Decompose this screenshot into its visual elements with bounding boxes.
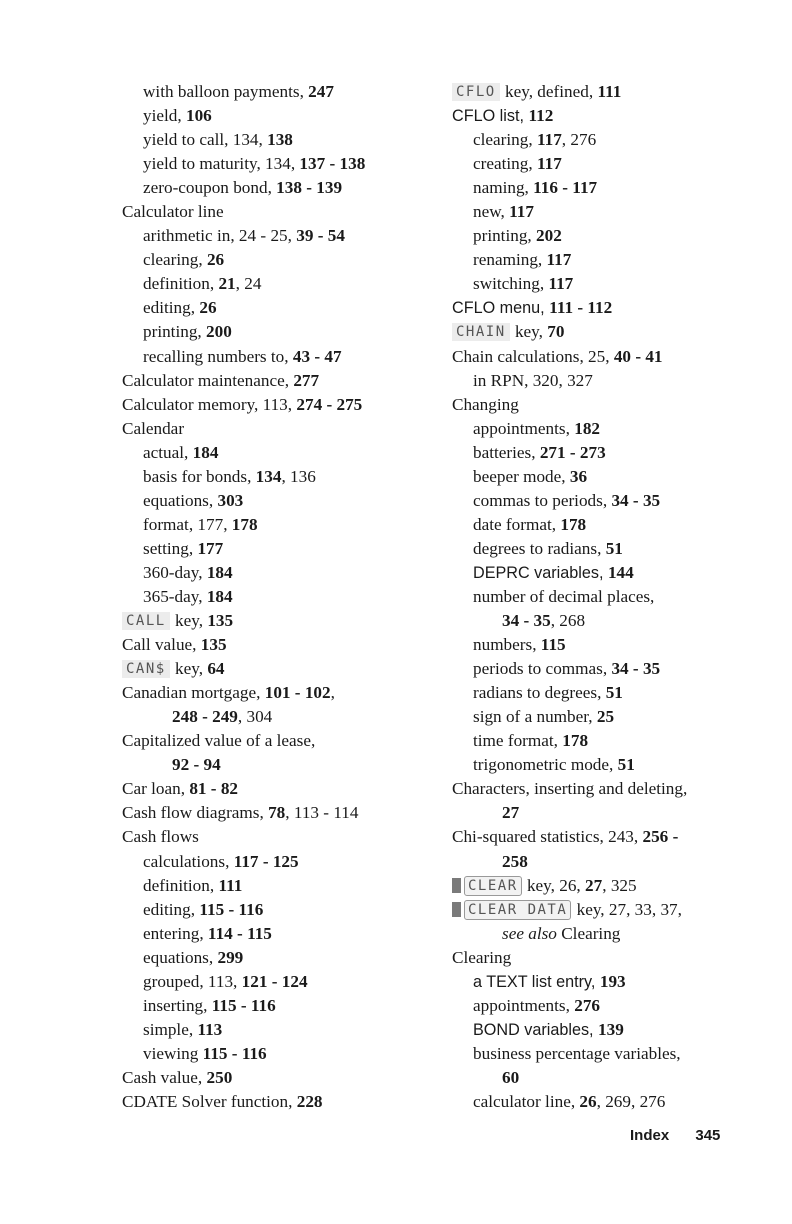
page-reference: 193 bbox=[599, 971, 626, 991]
entry-text: Chi-squared statistics, 243, bbox=[452, 827, 643, 847]
entry-text: key, bbox=[510, 322, 548, 342]
entry-text: printing, bbox=[473, 226, 537, 246]
index-subentry bbox=[452, 970, 772, 994]
index-subentry bbox=[122, 537, 442, 561]
shift-key-icon bbox=[452, 902, 461, 917]
page-reference: 248 - 249 bbox=[172, 707, 238, 727]
entry-text: Cash flows bbox=[122, 827, 199, 847]
entry-text: clearing, bbox=[473, 130, 537, 150]
page-reference: 177 bbox=[197, 538, 224, 558]
index-subentry bbox=[452, 441, 772, 465]
page-reference: 92 - 94 bbox=[172, 755, 221, 775]
entry-text: Calculator line bbox=[122, 202, 224, 222]
page-reference: 78 bbox=[268, 803, 286, 823]
page-reference: 258 bbox=[502, 851, 528, 871]
index-subentry bbox=[122, 585, 442, 609]
entry-text: CDATE Solver function, bbox=[122, 1091, 297, 1111]
index-entry bbox=[452, 825, 772, 849]
page-reference: 117 bbox=[509, 202, 534, 222]
page-reference: 184 bbox=[206, 562, 233, 582]
page-reference: 40 - 41 bbox=[613, 346, 663, 366]
index-subentry bbox=[122, 272, 442, 296]
index-subentry bbox=[452, 729, 772, 753]
index-entry bbox=[452, 104, 772, 128]
entry-text: Car loan, bbox=[122, 779, 190, 799]
index-subentry bbox=[452, 585, 772, 609]
page-reference: 101 - 102 bbox=[264, 683, 331, 703]
index-subentry bbox=[452, 1090, 772, 1114]
page-reference: 250 bbox=[206, 1067, 233, 1087]
entry-text: Canadian mortgage, bbox=[122, 683, 265, 703]
shift-key-icon bbox=[452, 878, 461, 893]
page-reference: 60 bbox=[502, 1067, 520, 1087]
index-subentry bbox=[122, 80, 442, 104]
index-subentry bbox=[452, 489, 772, 513]
entry-text: Changing bbox=[452, 394, 519, 414]
entry-text: Characters, inserting and deleting, bbox=[452, 779, 688, 799]
index-entry bbox=[122, 825, 442, 849]
entry-text: key, defined, bbox=[500, 82, 598, 101]
page-reference: 303 bbox=[217, 490, 244, 510]
index-subentry bbox=[122, 345, 442, 369]
page-reference: 26 bbox=[199, 298, 217, 318]
entry-text: number of decimal places, bbox=[473, 586, 655, 606]
entry-text: DEPRC variables, bbox=[473, 563, 608, 582]
index-subentry bbox=[122, 296, 442, 320]
entry-text: sign of a number, bbox=[473, 707, 597, 727]
index-subentry bbox=[452, 465, 772, 489]
entry-text: switching, bbox=[473, 274, 549, 294]
page-reference: 299 bbox=[217, 947, 244, 967]
index-entry bbox=[122, 417, 442, 441]
index-subentry bbox=[452, 200, 772, 224]
page-reference: 106 bbox=[185, 106, 212, 126]
index-subentry bbox=[122, 922, 442, 946]
page-reference: 111 - 112 bbox=[549, 298, 613, 318]
entry-text: Calculator memory, 113, bbox=[122, 394, 297, 414]
index-entry bbox=[452, 898, 772, 922]
index-subentry bbox=[122, 561, 442, 585]
index-subentry bbox=[452, 152, 772, 176]
index-subentry bbox=[452, 633, 772, 657]
entry-text: definition, bbox=[143, 274, 219, 294]
page-reference: 34 - 35 bbox=[502, 611, 551, 631]
page-reference: 202 bbox=[536, 226, 562, 246]
page-reference: 34 - 35 bbox=[611, 659, 661, 679]
page-reference: 111 bbox=[597, 82, 622, 101]
entry-text: , 268 bbox=[550, 611, 586, 631]
index-subentry bbox=[452, 1066, 772, 1090]
index-subentry bbox=[122, 248, 442, 272]
page-reference: 51 bbox=[605, 538, 623, 558]
index-subentry bbox=[122, 1018, 442, 1042]
entry-text: equations, bbox=[143, 947, 218, 967]
page-reference: 36 bbox=[569, 466, 588, 486]
entry-text: numbers, bbox=[473, 635, 541, 655]
page-reference: 117 - 125 bbox=[233, 851, 299, 871]
page-reference: 277 bbox=[293, 370, 320, 390]
entry-text: clearing, bbox=[143, 250, 207, 270]
index-subentry bbox=[122, 1042, 442, 1066]
index-subentry bbox=[122, 970, 442, 994]
page-reference: 137 - 138 bbox=[299, 154, 366, 174]
entry-text: periods to commas, bbox=[473, 659, 612, 679]
index-subentry bbox=[452, 537, 772, 561]
page-reference: 113 bbox=[197, 1019, 223, 1039]
index-entry bbox=[452, 345, 772, 369]
page-reference: 178 bbox=[560, 514, 587, 534]
page-reference: 274 - 275 bbox=[296, 394, 363, 414]
index-subentry bbox=[452, 176, 772, 200]
index-subentry bbox=[122, 898, 442, 922]
index-subentry bbox=[452, 369, 772, 393]
index-subentry bbox=[122, 152, 442, 176]
entry-text: key, 27, 33, 37, bbox=[572, 899, 682, 919]
page-reference: 51 bbox=[617, 755, 635, 775]
entry-text: editing, bbox=[143, 298, 200, 318]
entry-text: 360-day, bbox=[143, 562, 207, 582]
index-subentry bbox=[122, 753, 442, 777]
index-subentry bbox=[452, 417, 772, 441]
entry-text: commas to periods, bbox=[473, 490, 612, 510]
key-label: CHAIN bbox=[452, 323, 510, 341]
index-entry bbox=[122, 200, 442, 224]
page-reference: 117 bbox=[536, 130, 562, 150]
page-reference: 138 - 139 bbox=[276, 178, 343, 198]
page-reference: 114 - 115 bbox=[207, 923, 272, 943]
index-subentry bbox=[122, 224, 442, 248]
entry-text: date format, bbox=[473, 514, 561, 534]
key-label: CALL bbox=[122, 612, 170, 630]
index-subentry bbox=[122, 465, 442, 489]
index-entry bbox=[122, 369, 442, 393]
entry-text: actual, bbox=[143, 442, 193, 462]
index-entry bbox=[122, 1066, 442, 1090]
index-subentry bbox=[452, 994, 772, 1018]
index-subentry bbox=[452, 561, 772, 585]
entry-text: beeper mode, bbox=[473, 466, 570, 486]
index-subentry bbox=[122, 489, 442, 513]
index-subentry bbox=[122, 874, 442, 898]
page-reference: 115 - 116 bbox=[199, 899, 264, 919]
entry-text: yield to maturity, 134, bbox=[143, 154, 300, 174]
page-reference: 184 bbox=[192, 442, 219, 462]
entry-text: , 304 bbox=[237, 707, 273, 727]
entry-text: , 113 - 114 bbox=[285, 803, 359, 823]
entry-text: inserting, bbox=[143, 995, 212, 1015]
page-reference: 115 - 116 bbox=[202, 1043, 267, 1063]
index-entry bbox=[122, 777, 442, 801]
page-reference: 256 - bbox=[642, 827, 679, 847]
index-subentry bbox=[452, 922, 772, 946]
page-reference: 112 bbox=[528, 106, 554, 126]
index-entry bbox=[122, 681, 442, 705]
entry-text: recalling numbers to, bbox=[143, 346, 293, 366]
page-reference: 43 - 47 bbox=[292, 346, 342, 366]
entry-text: definition, bbox=[143, 875, 219, 895]
entry-text: BOND variables, bbox=[473, 1020, 599, 1039]
entry-text: , 325 bbox=[602, 875, 637, 895]
index-entry bbox=[452, 320, 772, 344]
page-reference: 247 bbox=[308, 82, 334, 101]
entry-text: calculator line, bbox=[473, 1091, 580, 1111]
entry-text: Calendar bbox=[122, 418, 185, 438]
page-reference: 51 bbox=[605, 683, 623, 703]
footer-section-label: Index bbox=[630, 1127, 670, 1144]
index-subentry bbox=[452, 609, 772, 633]
index-subentry bbox=[122, 946, 442, 970]
entry-text: renaming, bbox=[473, 250, 547, 270]
index-entry bbox=[452, 946, 772, 970]
entry-text: , 276 bbox=[561, 130, 597, 150]
entry-text: , 269, 276 bbox=[596, 1091, 666, 1111]
page-reference: 117 bbox=[548, 274, 574, 294]
entry-text: trigonometric mode, bbox=[473, 755, 618, 775]
key-label: CAN$ bbox=[122, 660, 170, 678]
entry-text: zero-coupon bond, bbox=[143, 178, 277, 198]
index-entry bbox=[122, 393, 442, 417]
key-label: CFLO bbox=[452, 83, 500, 101]
index-subentry bbox=[122, 705, 442, 729]
entry-text: printing, bbox=[143, 322, 207, 342]
entry-text: grouped, 113, bbox=[143, 971, 242, 991]
index-subentry bbox=[452, 248, 772, 272]
entry-text: CFLO menu, bbox=[452, 299, 550, 318]
page-reference: 178 bbox=[231, 514, 258, 534]
index-entry bbox=[122, 1090, 442, 1114]
page-reference: 34 - 35 bbox=[611, 490, 661, 510]
page-reference: 200 bbox=[206, 322, 232, 342]
index-subentry bbox=[452, 272, 772, 296]
page-reference: 26 bbox=[579, 1091, 597, 1111]
entry-text: appointments, bbox=[473, 418, 575, 438]
page-reference: 21 bbox=[218, 274, 236, 294]
page-reference: 64 bbox=[207, 659, 225, 679]
entry-text: time format, bbox=[473, 731, 563, 751]
entry-text: editing, bbox=[143, 899, 200, 919]
index-subentry bbox=[452, 1042, 772, 1066]
page-reference: 228 bbox=[296, 1091, 323, 1111]
entry-text: Clearing bbox=[556, 923, 621, 943]
page-reference: 182 bbox=[574, 418, 600, 438]
key-label: CLEAR bbox=[464, 876, 522, 896]
index-subentry bbox=[452, 801, 772, 825]
page-reference: 111 bbox=[218, 875, 243, 895]
index-subentry bbox=[122, 128, 442, 152]
index-entry bbox=[452, 874, 772, 898]
entry-text: yield to call, 134, bbox=[143, 130, 268, 150]
index-subentry bbox=[122, 104, 442, 128]
entry-text: CFLO list, bbox=[452, 107, 529, 126]
key-label: CLEAR DATA bbox=[464, 900, 571, 920]
index-entry bbox=[122, 609, 442, 633]
index-column-right bbox=[452, 80, 772, 1114]
page-reference: 178 bbox=[562, 731, 589, 751]
entry-text: radians to degrees, bbox=[473, 683, 606, 703]
page-reference: 121 - 124 bbox=[241, 971, 308, 991]
page-reference: 184 bbox=[206, 586, 233, 606]
entry-text: 365-day, bbox=[143, 586, 207, 606]
entry-text: creating, bbox=[473, 154, 537, 174]
entry-text: naming, bbox=[473, 178, 534, 198]
entry-text: new, bbox=[473, 202, 510, 222]
page-reference: 39 - 54 bbox=[296, 226, 345, 246]
entry-text: degrees to radians, bbox=[473, 538, 606, 558]
entry-text: business percentage variables, bbox=[473, 1043, 681, 1063]
entry-text: entering, bbox=[143, 923, 208, 943]
entry-text: Cash value, bbox=[122, 1067, 207, 1087]
index-subentry bbox=[452, 128, 772, 152]
page-reference: 134 bbox=[255, 466, 282, 486]
index-subentry bbox=[122, 441, 442, 465]
entry-text: , bbox=[330, 683, 335, 703]
entry-text: Clearing bbox=[452, 947, 512, 967]
page-reference: 271 - 273 bbox=[539, 442, 606, 462]
index-entry bbox=[122, 801, 442, 825]
page-reference: 115 bbox=[540, 635, 566, 655]
page-reference: 27 bbox=[585, 875, 603, 895]
index-entry bbox=[122, 729, 442, 753]
page-reference: 26 bbox=[206, 250, 225, 270]
index-entry bbox=[452, 777, 772, 801]
entry-text: arithmetic in, 24 - 25, bbox=[143, 226, 297, 246]
index-subentry bbox=[452, 753, 772, 777]
page-reference: 135 bbox=[200, 635, 227, 655]
page-reference: 27 bbox=[502, 803, 520, 823]
page-reference: 25 bbox=[596, 707, 615, 727]
page-reference: 116 - 117 bbox=[533, 178, 598, 198]
index-entry bbox=[122, 633, 442, 657]
index-subentry bbox=[122, 513, 442, 537]
page-reference: 115 - 116 bbox=[211, 995, 276, 1015]
entry-text: see also bbox=[502, 923, 557, 943]
index-subentry bbox=[122, 850, 442, 874]
page-reference: 276 bbox=[574, 995, 600, 1015]
page-reference: 117 bbox=[546, 250, 572, 270]
entry-text: format, 177, bbox=[143, 514, 232, 534]
index-entry bbox=[452, 393, 772, 417]
index-subentry bbox=[452, 513, 772, 537]
entry-text: basis for bonds, bbox=[143, 466, 256, 486]
entry-text: yield, bbox=[143, 106, 186, 126]
entry-text: , 24 bbox=[235, 274, 262, 294]
page-reference: 135 bbox=[207, 611, 234, 631]
entry-text: batteries, bbox=[473, 442, 540, 462]
entry-text: appointments, bbox=[473, 995, 575, 1015]
index-entry bbox=[122, 657, 442, 681]
index-subentry bbox=[452, 1018, 772, 1042]
page-reference: 139 bbox=[598, 1019, 624, 1039]
index-column-left bbox=[122, 80, 442, 1114]
entry-text: Call value, bbox=[122, 635, 201, 655]
entry-text: Calculator maintenance, bbox=[122, 370, 294, 390]
page-reference: 81 - 82 bbox=[189, 779, 239, 799]
entry-text: a TEXT list entry, bbox=[473, 972, 600, 991]
page-number: 345 bbox=[695, 1127, 721, 1144]
page-reference: 138 bbox=[267, 130, 293, 150]
index-subentry bbox=[122, 176, 442, 200]
page-footer bbox=[630, 1127, 760, 1144]
entry-text: Cash flow diagrams, bbox=[122, 803, 269, 823]
index-subentry bbox=[452, 850, 772, 874]
entry-text: , 136 bbox=[281, 466, 316, 486]
index-subentry bbox=[452, 657, 772, 681]
entry-text: with balloon payments, bbox=[143, 82, 309, 101]
entry-text: simple, bbox=[143, 1019, 198, 1039]
entry-text: key, bbox=[170, 611, 208, 631]
entry-text: equations, bbox=[143, 490, 218, 510]
entry-text: viewing bbox=[143, 1043, 203, 1063]
index-entry bbox=[452, 296, 772, 320]
page-reference: 70 bbox=[547, 322, 565, 342]
index-subentry bbox=[122, 320, 442, 344]
entry-text: key, 26, bbox=[522, 875, 586, 895]
page-reference: 117 bbox=[536, 154, 562, 174]
page-reference: 144 bbox=[607, 562, 634, 582]
index-subentry bbox=[452, 681, 772, 705]
entry-text: in RPN, 320, 327 bbox=[473, 370, 593, 390]
entry-text: calculations, bbox=[143, 851, 234, 871]
index-subentry bbox=[452, 705, 772, 729]
entry-text: Capitalized value of a lease, bbox=[122, 731, 316, 751]
entry-text: key, bbox=[170, 659, 208, 679]
index-entry bbox=[452, 80, 772, 104]
entry-text: setting, bbox=[143, 538, 198, 558]
index-subentry bbox=[122, 994, 442, 1018]
index-subentry bbox=[452, 224, 772, 248]
entry-text: Chain calculations, 25, bbox=[452, 346, 614, 366]
